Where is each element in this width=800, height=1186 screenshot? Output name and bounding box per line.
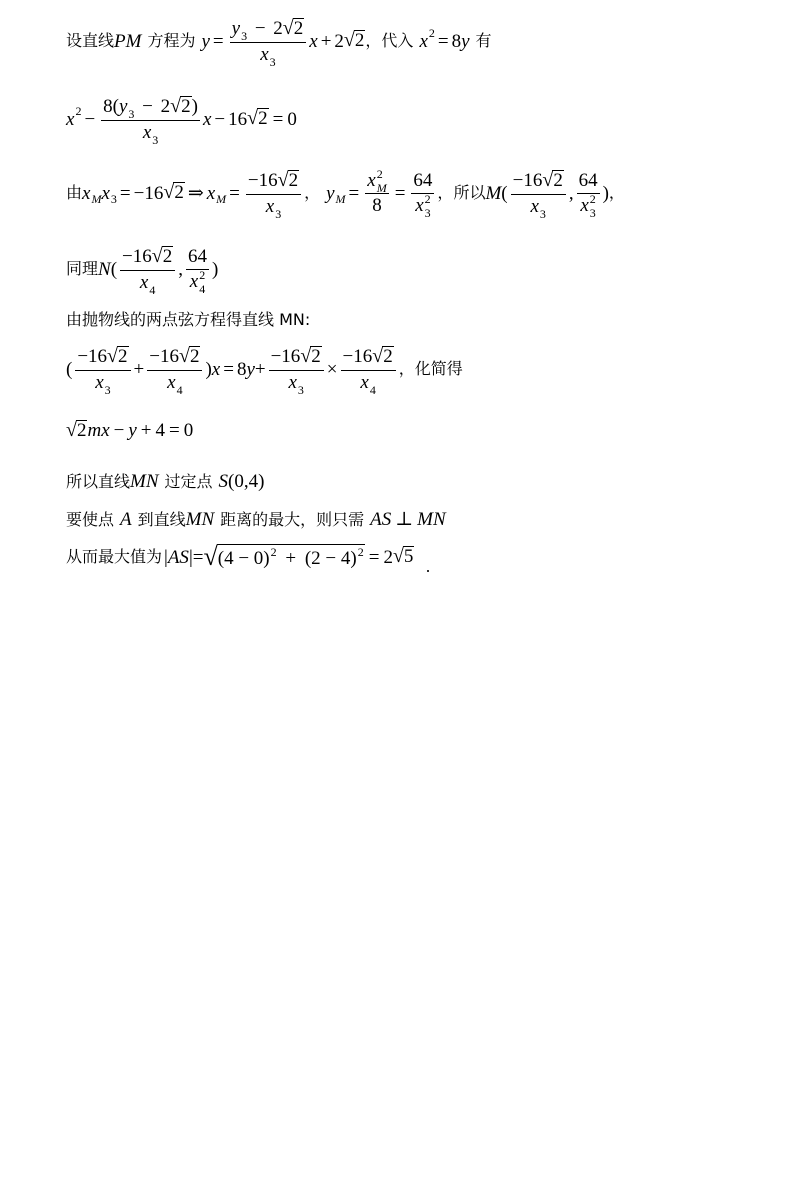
denominator bbox=[258, 43, 277, 69]
paren: ) bbox=[602, 182, 609, 204]
text: 设直线 bbox=[66, 31, 115, 51]
num: −16 bbox=[122, 246, 152, 267]
num: −16 bbox=[512, 170, 543, 191]
num: (0,4) bbox=[228, 471, 265, 492]
op: + bbox=[133, 358, 145, 380]
fraction bbox=[269, 345, 324, 397]
line-fixed-point bbox=[66, 472, 264, 491]
var: AS bbox=[167, 546, 189, 568]
radicand: 2 bbox=[383, 346, 393, 367]
var: x bbox=[142, 121, 152, 143]
text: 到直线 bbox=[137, 509, 186, 529]
superscript: 2 bbox=[357, 545, 364, 559]
superscript: 2 bbox=[589, 191, 596, 206]
radicand: 2 bbox=[174, 182, 184, 204]
var: x bbox=[530, 195, 539, 217]
sqrt: √ 2 bbox=[66, 419, 87, 441]
op: = bbox=[229, 182, 240, 204]
fraction bbox=[75, 345, 130, 397]
var: x bbox=[167, 371, 176, 393]
var: x bbox=[288, 371, 297, 393]
radicand: 2 bbox=[258, 108, 268, 130]
fraction bbox=[147, 345, 202, 397]
var: mx bbox=[87, 420, 110, 442]
sqrt: √ $(4 - 0)^2 + (2 - 4)^2$ bbox=[203, 542, 364, 571]
num: 8 bbox=[236, 358, 247, 380]
radicand: 2 bbox=[162, 246, 173, 267]
subscript: 4 bbox=[369, 382, 376, 397]
op: | bbox=[164, 546, 168, 568]
punct: , bbox=[568, 182, 574, 204]
line-pm-equation bbox=[66, 17, 492, 69]
var: S bbox=[218, 471, 229, 492]
subscript: M bbox=[335, 192, 346, 207]
radicand: 5 bbox=[403, 546, 414, 568]
paren: ( bbox=[501, 182, 508, 204]
subscript: 3 bbox=[152, 132, 159, 147]
var: x bbox=[189, 270, 199, 292]
numerator bbox=[511, 170, 566, 195]
num: 2 bbox=[273, 18, 283, 39]
radicand: 2 bbox=[189, 346, 200, 367]
line-point-m bbox=[66, 166, 625, 221]
numerator bbox=[269, 346, 324, 371]
subscript: M bbox=[91, 192, 102, 207]
sqrt: √ 5 bbox=[392, 545, 414, 568]
subscript: 3 bbox=[275, 206, 282, 221]
line-point-n bbox=[66, 245, 219, 297]
text: 同理 bbox=[66, 259, 99, 279]
var: MN bbox=[185, 509, 215, 530]
num: 64 bbox=[578, 169, 598, 191]
paren: ( bbox=[110, 258, 118, 280]
radicand: 2 bbox=[288, 170, 299, 191]
superscript: 2 bbox=[428, 26, 435, 41]
radicand bbox=[217, 544, 365, 570]
num: 8 bbox=[372, 194, 382, 216]
punct: ， bbox=[608, 183, 625, 203]
denominator bbox=[93, 371, 112, 397]
num: 64 bbox=[187, 245, 207, 267]
num: (2 − 4) bbox=[304, 548, 357, 569]
radicand: 2 bbox=[293, 18, 304, 39]
radicand: 2 bbox=[118, 346, 128, 367]
superscript: 2 bbox=[424, 191, 431, 206]
var: MN bbox=[417, 509, 446, 530]
var: x bbox=[419, 30, 428, 52]
op: × bbox=[326, 358, 338, 380]
text: 过定点 bbox=[164, 471, 213, 491]
num: 0 bbox=[183, 420, 194, 442]
denominator bbox=[188, 267, 207, 296]
subscript: 4 bbox=[176, 382, 183, 397]
fraction bbox=[230, 17, 307, 69]
num: (4 − 0) bbox=[217, 548, 270, 569]
op: − bbox=[84, 108, 96, 130]
var: y bbox=[201, 30, 210, 52]
var: PM bbox=[114, 30, 142, 52]
var: x bbox=[360, 371, 369, 393]
denominator bbox=[528, 195, 547, 221]
subscript: 4 bbox=[199, 281, 206, 296]
subscript: M bbox=[216, 192, 227, 207]
num: 2 bbox=[383, 546, 393, 568]
paren: ( bbox=[66, 358, 73, 380]
op: ⊥ bbox=[395, 509, 414, 530]
line-max-condition bbox=[66, 510, 446, 529]
numerator bbox=[341, 346, 396, 371]
denominator bbox=[165, 371, 184, 397]
op: = bbox=[394, 182, 406, 204]
subscript: 3 bbox=[539, 206, 546, 221]
radicand: 2 bbox=[181, 96, 191, 117]
punct: ， bbox=[304, 183, 321, 203]
denominator bbox=[264, 195, 283, 221]
paren: ) bbox=[211, 258, 219, 280]
var: x bbox=[211, 358, 221, 380]
numerator bbox=[186, 247, 209, 270]
line-chord-equation bbox=[66, 345, 463, 397]
numerator bbox=[411, 171, 434, 194]
op: + bbox=[254, 358, 266, 380]
numerator bbox=[365, 166, 388, 195]
var: y bbox=[231, 18, 241, 39]
op: = bbox=[348, 182, 360, 204]
num: 8 bbox=[451, 30, 462, 52]
num: −16 bbox=[247, 170, 278, 191]
sqrt: √ 2 bbox=[343, 29, 365, 52]
num: ) bbox=[191, 96, 198, 117]
var: x bbox=[260, 43, 269, 65]
text: 距离的最大，则只需 bbox=[220, 509, 365, 529]
denominator bbox=[286, 371, 305, 397]
line-chord-intro bbox=[66, 312, 310, 328]
text: 所以 bbox=[453, 183, 486, 203]
op: + bbox=[140, 420, 152, 442]
sqrt: √ 2 bbox=[277, 169, 299, 191]
var: MN bbox=[130, 471, 159, 492]
op: − bbox=[254, 18, 266, 39]
subscript: 3 bbox=[241, 29, 248, 43]
radicand: 2 bbox=[354, 30, 365, 52]
sqrt: √ 2 bbox=[247, 107, 268, 130]
text: 化简得 bbox=[414, 359, 463, 379]
num: 64 bbox=[413, 169, 433, 191]
var: x bbox=[66, 108, 75, 130]
var: y bbox=[246, 358, 255, 380]
numerator bbox=[230, 18, 307, 43]
sqrt: √ 2 bbox=[372, 345, 393, 367]
denominator bbox=[141, 121, 160, 147]
subscript: 3 bbox=[128, 107, 135, 121]
num: 16 bbox=[228, 108, 248, 130]
fraction bbox=[511, 169, 566, 221]
radicand: 2 bbox=[311, 346, 321, 367]
sqrt: √ 2 bbox=[151, 245, 173, 267]
var: y bbox=[128, 420, 137, 442]
radicand: 2 bbox=[553, 170, 563, 191]
var: N bbox=[98, 258, 111, 280]
var: x bbox=[101, 182, 110, 204]
num: 2 bbox=[160, 96, 171, 117]
denominator bbox=[578, 191, 597, 220]
op: ⇒ bbox=[187, 182, 204, 204]
punct: ， bbox=[437, 183, 454, 203]
denominator bbox=[138, 271, 157, 297]
var: x bbox=[367, 169, 376, 191]
var: x bbox=[206, 182, 216, 204]
superscript: 2 bbox=[270, 545, 277, 559]
fraction bbox=[246, 169, 301, 221]
sqrt: √ 2 bbox=[163, 181, 184, 204]
subscript: M bbox=[376, 180, 387, 195]
op: − bbox=[214, 108, 226, 130]
fraction bbox=[365, 166, 388, 216]
subscript: 3 bbox=[297, 382, 304, 397]
op: + bbox=[285, 548, 297, 569]
sqrt: √ 2 bbox=[300, 345, 321, 367]
numerator bbox=[75, 346, 130, 371]
num: 4 bbox=[155, 420, 166, 442]
punct: , bbox=[178, 258, 183, 280]
num: −16 bbox=[342, 346, 373, 367]
num: 8( bbox=[103, 96, 119, 117]
sqrt: √ 2 bbox=[178, 345, 200, 367]
var: A bbox=[120, 509, 132, 530]
text: 代入 bbox=[381, 31, 414, 51]
stray-dot bbox=[427, 570, 429, 572]
subscript: 4 bbox=[149, 282, 156, 297]
numerator bbox=[120, 246, 175, 271]
num: −16 bbox=[270, 346, 301, 367]
subscript: 3 bbox=[104, 382, 111, 397]
var: x bbox=[580, 194, 589, 216]
op: = bbox=[437, 30, 449, 52]
numerator bbox=[577, 171, 600, 194]
sqrt: √ 2 bbox=[542, 169, 563, 191]
op: = bbox=[223, 358, 234, 380]
op: = bbox=[119, 182, 131, 204]
op: = bbox=[169, 420, 180, 442]
superscript: 2 bbox=[376, 166, 383, 181]
op: + bbox=[320, 30, 332, 52]
num: −16 bbox=[77, 346, 108, 367]
line-max-value bbox=[66, 544, 414, 570]
fraction bbox=[101, 95, 200, 147]
op: − bbox=[142, 96, 153, 117]
var: x bbox=[202, 108, 212, 130]
subscript: 3 bbox=[589, 205, 596, 220]
num: −16 bbox=[133, 182, 164, 204]
subscript: 3 bbox=[110, 192, 117, 207]
text: 所以直线 bbox=[66, 471, 131, 491]
op: |= bbox=[188, 546, 204, 568]
subscript: 3 bbox=[424, 205, 431, 220]
fraction bbox=[411, 169, 434, 220]
op: = bbox=[272, 108, 284, 130]
op: = bbox=[212, 30, 224, 52]
superscript: 2 bbox=[199, 267, 206, 282]
line-simplified bbox=[66, 420, 193, 442]
subscript: 3 bbox=[269, 54, 276, 69]
sqrt: √ 2 bbox=[170, 95, 191, 117]
sqrt: √ 2 bbox=[107, 345, 128, 367]
fraction bbox=[341, 345, 396, 397]
op: = bbox=[368, 546, 380, 568]
sqrt: √ 2 bbox=[282, 17, 304, 39]
radicand: 2 bbox=[76, 420, 87, 441]
numerator bbox=[147, 346, 202, 371]
numerator bbox=[246, 170, 301, 195]
denominator bbox=[413, 191, 432, 220]
num: −16 bbox=[149, 346, 179, 367]
superscript: 2 bbox=[75, 104, 82, 119]
var: M bbox=[485, 182, 502, 204]
punct: ， bbox=[398, 359, 415, 379]
text: 从而最大值为 bbox=[66, 547, 163, 566]
var: y bbox=[461, 30, 470, 52]
fraction bbox=[186, 245, 209, 296]
text: 要使点 bbox=[66, 509, 115, 529]
fraction bbox=[120, 245, 175, 297]
var: x bbox=[265, 195, 275, 217]
var: y bbox=[118, 96, 128, 117]
var: x bbox=[309, 30, 318, 52]
punct: ， bbox=[365, 31, 382, 51]
var: x bbox=[82, 182, 91, 204]
text: 由抛物线的两点弦方程得直线 MN: bbox=[66, 310, 311, 329]
num: 0 bbox=[287, 108, 297, 130]
denominator bbox=[370, 194, 384, 216]
paren: ) bbox=[205, 358, 212, 380]
num: 2 bbox=[334, 30, 344, 52]
text: 由 bbox=[66, 183, 83, 203]
var: x bbox=[95, 371, 104, 393]
text: 有 bbox=[475, 31, 492, 51]
fraction bbox=[577, 169, 600, 220]
text: 方程为 bbox=[147, 31, 196, 51]
var: AS bbox=[370, 509, 392, 530]
denominator bbox=[358, 371, 377, 397]
numerator bbox=[101, 96, 200, 121]
var: x bbox=[139, 271, 149, 293]
var: y bbox=[326, 182, 335, 204]
var: x bbox=[415, 194, 424, 216]
line-substituted-equation bbox=[66, 95, 297, 147]
op: − bbox=[113, 420, 125, 442]
